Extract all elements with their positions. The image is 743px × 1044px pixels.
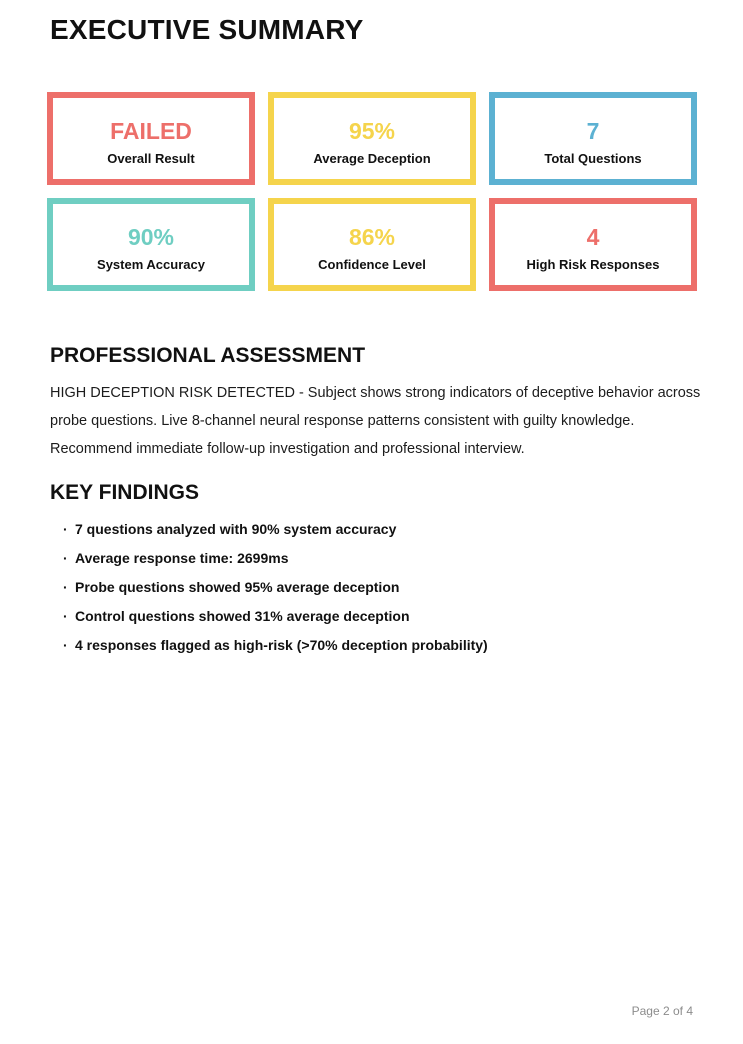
page-number: Page 2 of 4 xyxy=(631,1004,693,1018)
key-findings-list xyxy=(63,515,488,660)
stat-cards-grid xyxy=(47,92,697,291)
stat-label: Confidence Level xyxy=(318,256,426,272)
bullet-icon: · xyxy=(63,637,68,653)
bullet-icon: · xyxy=(63,550,68,566)
stat-card-average-deception xyxy=(268,92,476,185)
stat-label: Overall Result xyxy=(107,150,195,166)
stat-label: High Risk Responses xyxy=(526,256,660,272)
stat-label: Average Deception xyxy=(313,150,431,166)
key-finding-item xyxy=(63,631,488,660)
stat-value: 90% xyxy=(127,223,175,250)
bullet-icon: · xyxy=(63,579,68,595)
stat-value: 95% xyxy=(348,117,396,144)
stat-value: 86% xyxy=(348,223,396,250)
stat-card-system-accuracy xyxy=(47,198,255,291)
key-finding-text: Average response time: 2699ms xyxy=(75,550,289,566)
key-finding-text: Probe questions showed 95% average deception xyxy=(75,579,400,595)
key-finding-item xyxy=(63,544,488,573)
stat-value: FAILED xyxy=(110,117,192,144)
stat-value: 7 xyxy=(586,117,600,144)
stat-value: 4 xyxy=(586,223,600,250)
key-finding-text: 4 responses flagged as high-risk (>70% deception probability) xyxy=(75,637,488,653)
stat-label: Total Questions xyxy=(544,150,642,166)
key-finding-text: Control questions showed 31% average deception xyxy=(75,608,410,624)
key-finding-item xyxy=(63,573,488,602)
key-finding-text: 7 questions analyzed with 90% system accuracy xyxy=(75,521,397,537)
key-finding-item xyxy=(63,602,488,631)
page-title: EXECUTIVE SUMMARY xyxy=(50,14,364,45)
stat-card-high-risk-responses xyxy=(489,198,697,291)
stat-card-overall-result xyxy=(47,92,255,185)
stat-card-total-questions xyxy=(489,92,697,185)
stat-card-confidence-level xyxy=(268,198,476,291)
bullet-icon: · xyxy=(63,608,68,624)
stat-label: System Accuracy xyxy=(97,256,205,272)
assessment-heading: PROFESSIONAL ASSESSMENT xyxy=(50,344,366,367)
assessment-body: HIGH DECEPTION RISK DETECTED - Subject shows strong indicators of deceptive behavior across probe questions. Live 8-channel neural response patterns consistent with guilty knowledge. Recommend immediate follow-up investigation and professional interview. xyxy=(50,385,701,457)
findings-heading: KEY FINDINGS xyxy=(50,481,199,504)
bullet-icon: · xyxy=(63,521,68,537)
key-finding-item xyxy=(63,515,488,544)
